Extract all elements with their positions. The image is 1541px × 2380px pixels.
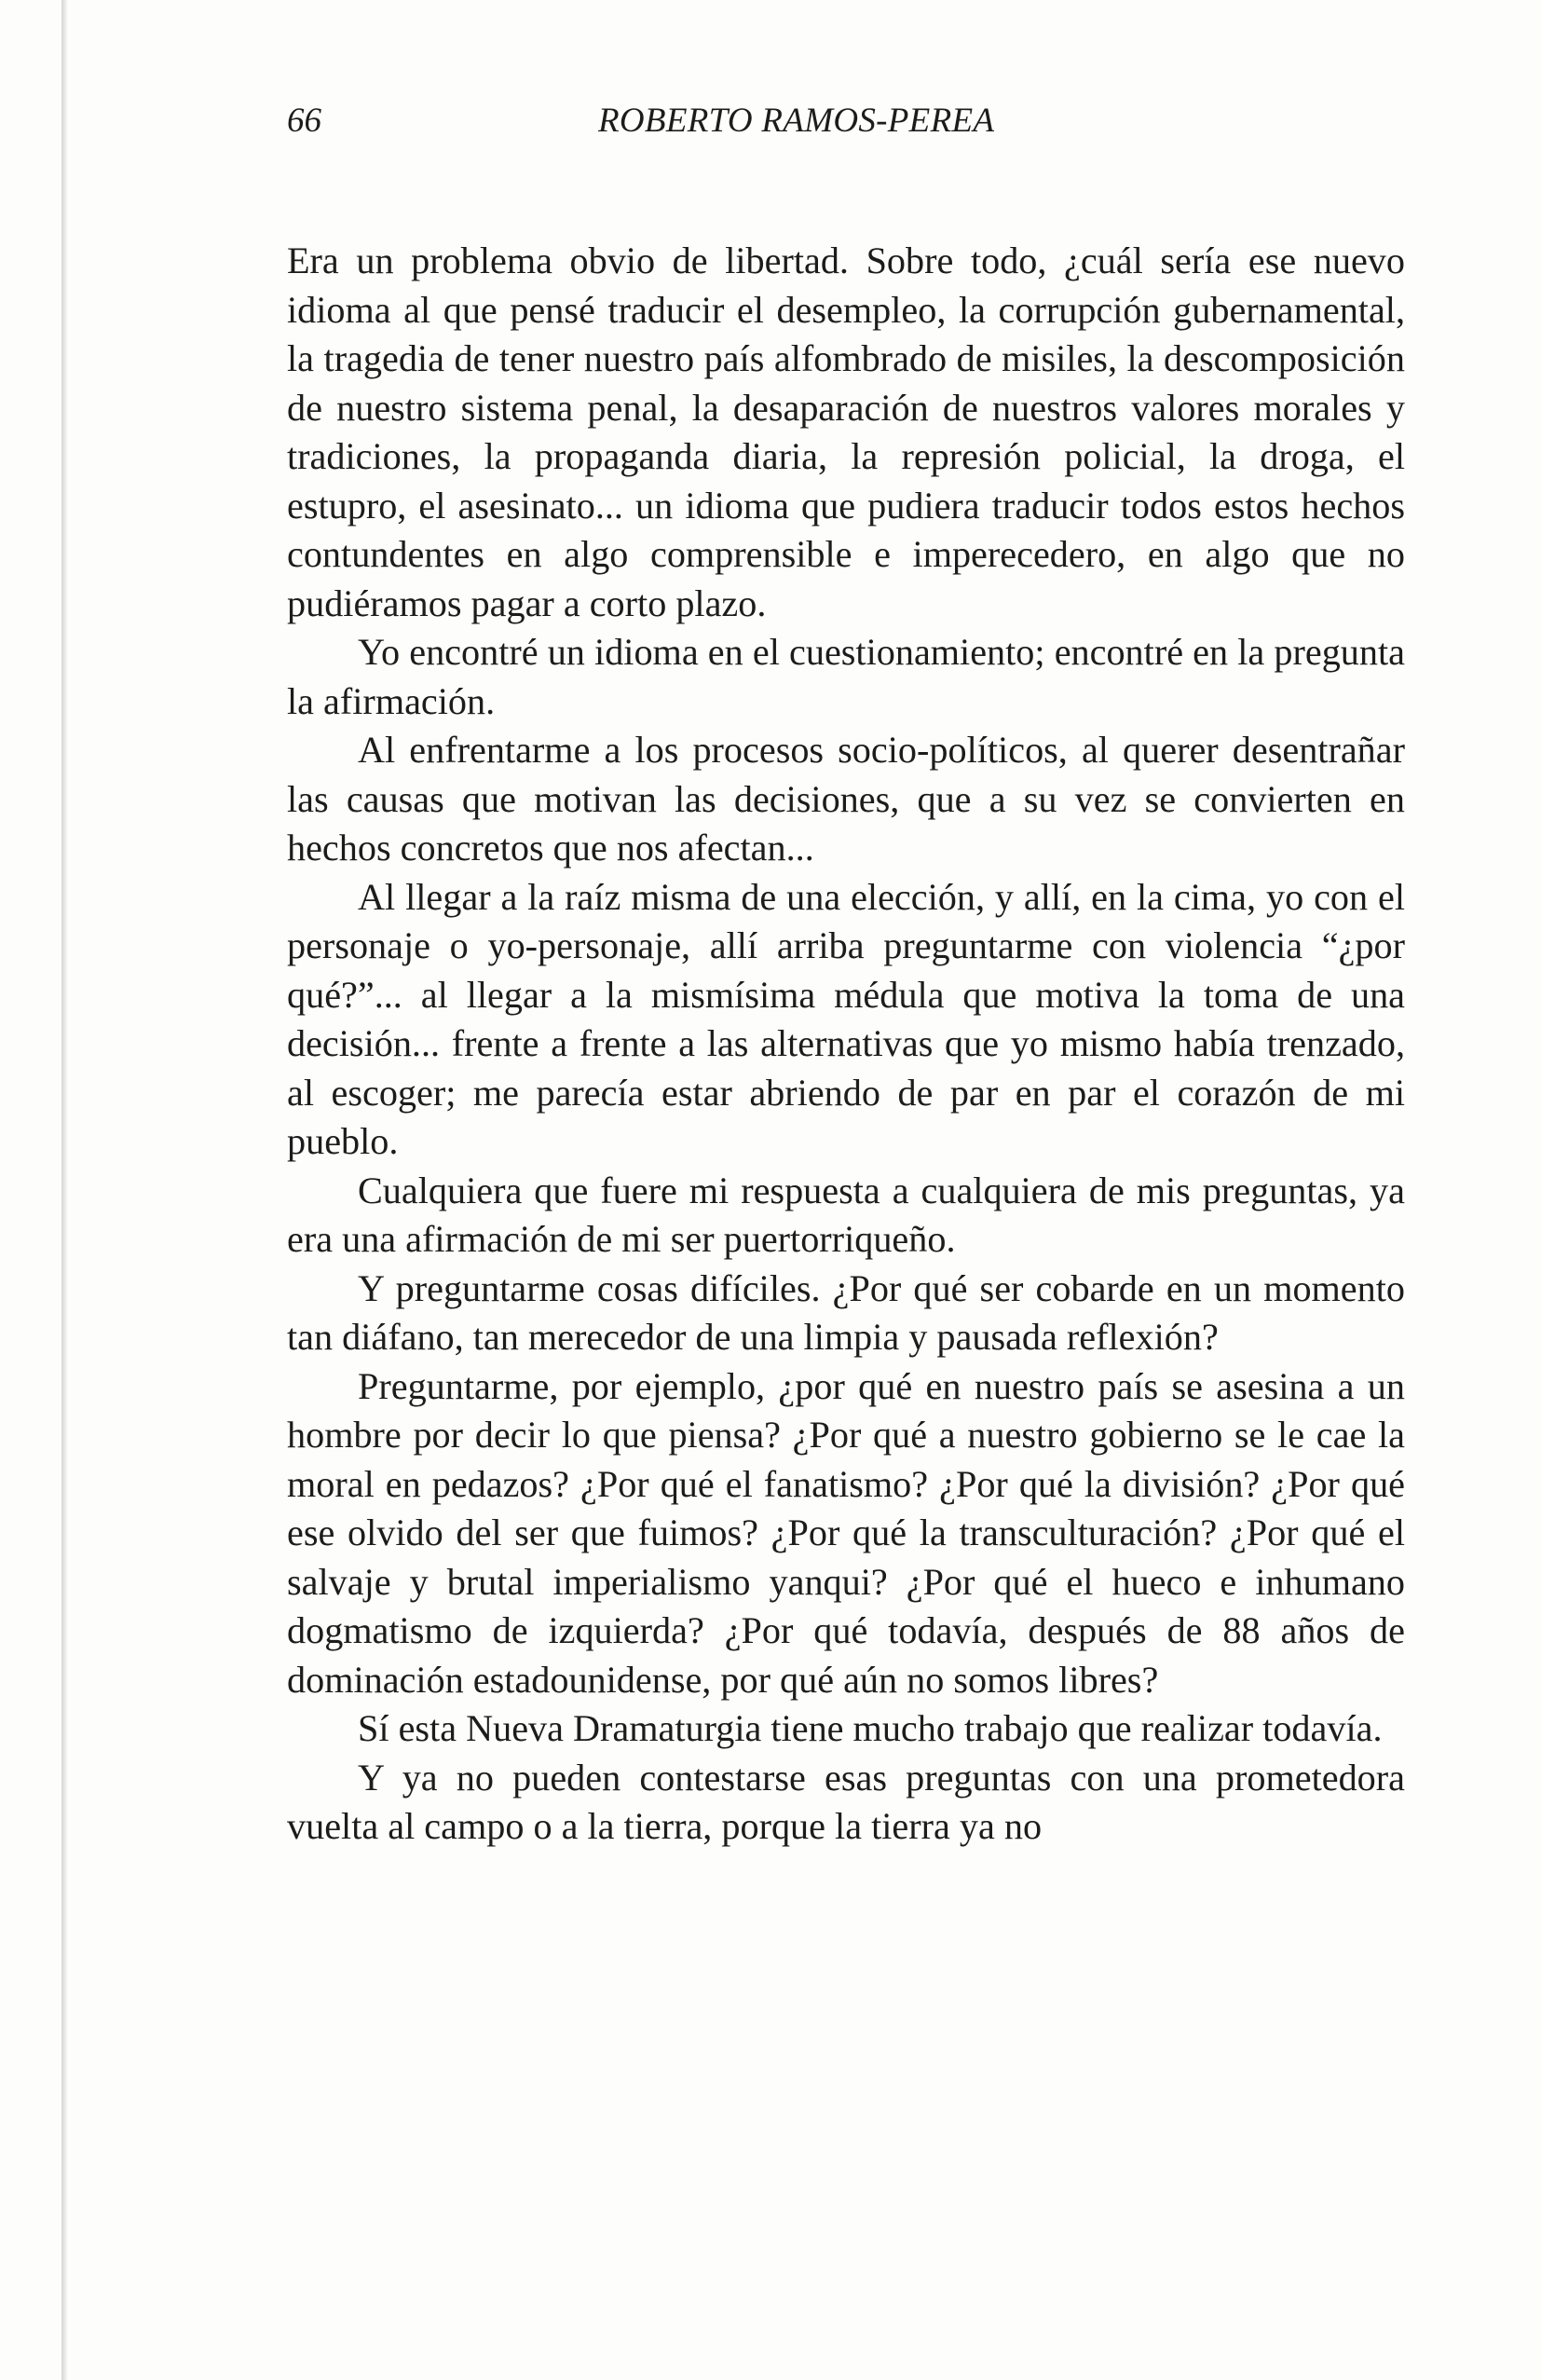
running-head (287, 93, 1405, 149)
paragraph: Yo encontré un idioma en el cuestionamiento; encontré en la pregunta la afirmación. (287, 631, 1405, 722)
body-text (287, 237, 1405, 1852)
paragraph: Al llegar a la raíz misma de una elección, y allí, en la cima, yo con el personaje o yo-personaje, allí arriba preguntarme con violencia “¿por qué?”... al llegar a la mismísima médula que motiva la toma de una decisión... frente a frente a las alternativas que yo mismo había trenzado, al escoger; me parecía estar abriendo de par en par el corazón de mi pueblo. (287, 875, 1405, 1162)
paragraph: Al enfrentarme a los procesos socio-políticos, al querer desentrañar las causas que motivan las decisiones, que a su vez se convierten en hechos concretos que nos afectan... (287, 729, 1405, 869)
paragraph: Era un problema obvio de libertad. Sobre todo, ¿cuál sería ese nuevo idioma al que pensé traducir el desempleo, la corrupción gubernamental, la tragedia de tener nuestro país alfombrado de misiles, la descomposición de nuestro sistema penal, la desaparación de nuestros valores morales y tradiciones, la propaganda diaria, la represión policial, la droga, el estupro, el asesinato... un idioma que pudiera traducir todos estos hechos contundentes en algo comprensible e imperecedero, en algo que no pudiéramos pagar a corto plazo. (287, 239, 1405, 624)
paragraph: Preguntarme, por ejemplo, ¿por qué en nuestro país se asesina a un hombre por decir lo que piensa? ¿Por qué a nuestro gobierno se le cae la moral en pedazos? ¿Por qué el fanatismo? ¿Por qué la división? ¿Por qué ese olvido del ser que fuimos? ¿Por qué la transculturación? ¿Por qué el salvaje y brutal imperialismo yanqui? ¿Por qué el hueco e inhumano dogmatismo de izquierda? ¿Por qué todavía, después de 88 años de dominación estadounidense, por qué aún no somos libres? (287, 1364, 1405, 1701)
paragraph: Y preguntarme cosas difíciles. ¿Por qué ser cobarde en un momento tan diáfano, tan merecedor de una limpia y pausada reflexión? (287, 1266, 1405, 1358)
paragraph: Y ya no pueden contestarse esas preguntas con una prometedora vuelta al campo o a la tierra, porque la tierra ya no (287, 1756, 1405, 1847)
binding-shadow (61, 0, 68, 2380)
paragraph: Cualquiera que fuere mi respuesta a cualquiera de mis preguntas, ya era una afirmación de mi ser puertorriqueño. (287, 1169, 1405, 1260)
paragraph: Sí esta Nueva Dramaturgia tiene mucho trabajo que realizar todavía. (358, 1707, 1383, 1749)
page-number: 66 (287, 102, 321, 140)
running-head-author: ROBERTO RAMOS-PEREA (598, 102, 995, 140)
